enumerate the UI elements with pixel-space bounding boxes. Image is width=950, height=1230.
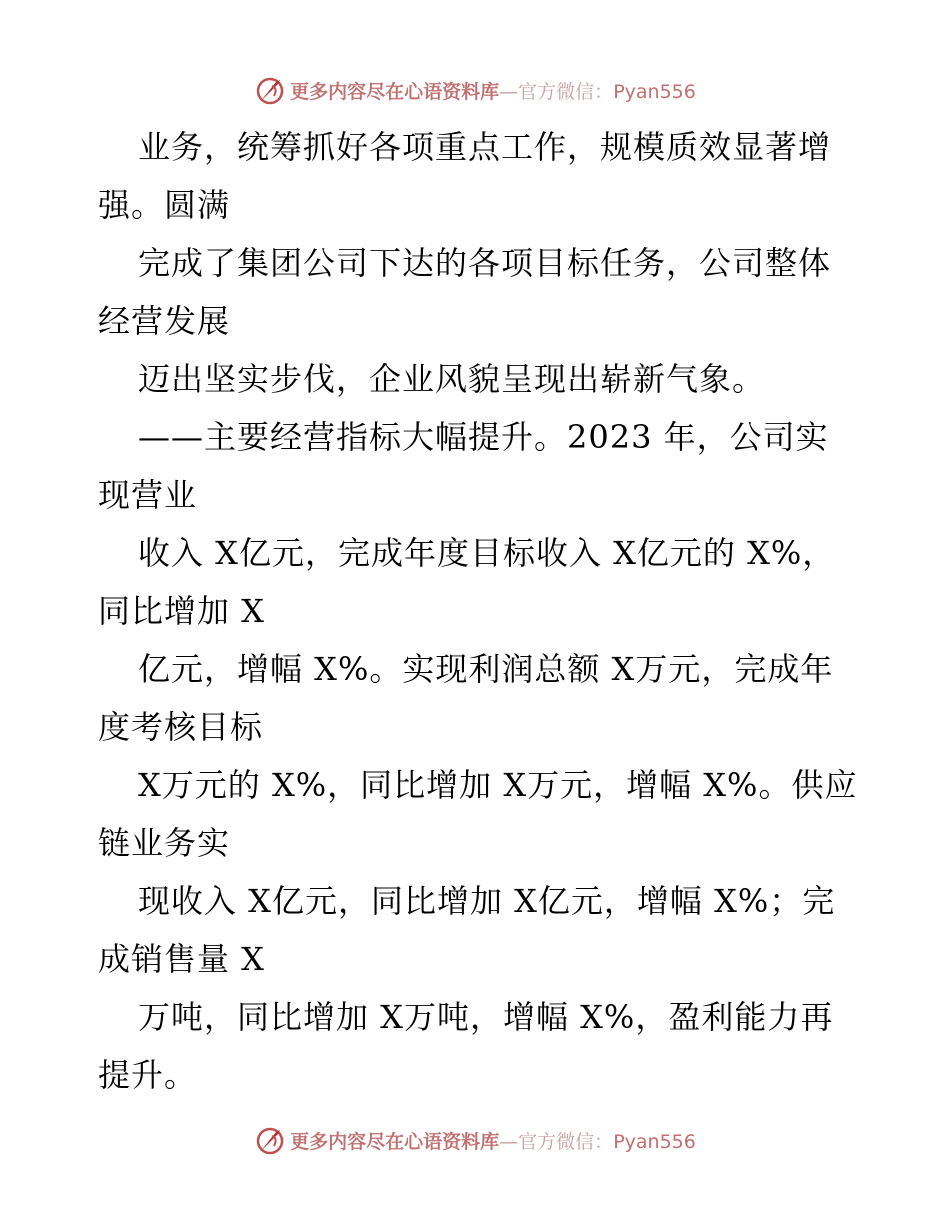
body-line: 业务，统筹抓好各项重点工作，规模质效显著增	[138, 128, 832, 166]
header-banner	[0, 70, 950, 110]
footer-banner-text: 更多内容尽在心语资料库—官方微信：Pyan556	[290, 1130, 696, 1153]
body-line: X万元的 X%，同比增加 X万元，增幅 X%。供应	[138, 766, 858, 804]
body-line: ——主要经营指标大幅提升。2023 年，公司实	[138, 418, 829, 456]
quill-logo-icon	[254, 74, 286, 106]
quill-logo-icon	[254, 1124, 286, 1156]
body-line: 成销售量 X	[98, 940, 265, 978]
body-line: 收入 X亿元，完成年度目标收入 X亿元的 X%，	[138, 534, 836, 572]
body-line: 度考核目标	[98, 708, 264, 746]
footer-banner	[0, 1120, 950, 1160]
body-line: 迈出坚实步伐，企业风貌呈现出崭新气象。	[138, 360, 766, 398]
body-line: 链业务实	[98, 824, 231, 862]
body-line: 万吨，同比增加 X万吨，增幅 X%，盈利能力再	[138, 998, 834, 1036]
header-banner-text: 更多内容尽在心语资料库—官方微信：Pyan556	[290, 80, 696, 103]
body-line: 经营发展	[98, 302, 231, 340]
document-body	[98, 118, 878, 1104]
body-line: 现营业	[98, 476, 198, 514]
body-line: 完成了集团公司下达的各项目标任务，公司整体	[138, 244, 832, 282]
body-line: 强。圆满	[98, 186, 231, 224]
body-line: 提升。	[98, 1056, 198, 1094]
body-line: 同比增加 X	[98, 592, 265, 630]
body-line: 亿元，增幅 X%。实现利润总额 X万元，完成年	[138, 650, 834, 688]
body-line: 现收入 X亿元，同比增加 X亿元，增幅 X%；完	[138, 882, 836, 920]
